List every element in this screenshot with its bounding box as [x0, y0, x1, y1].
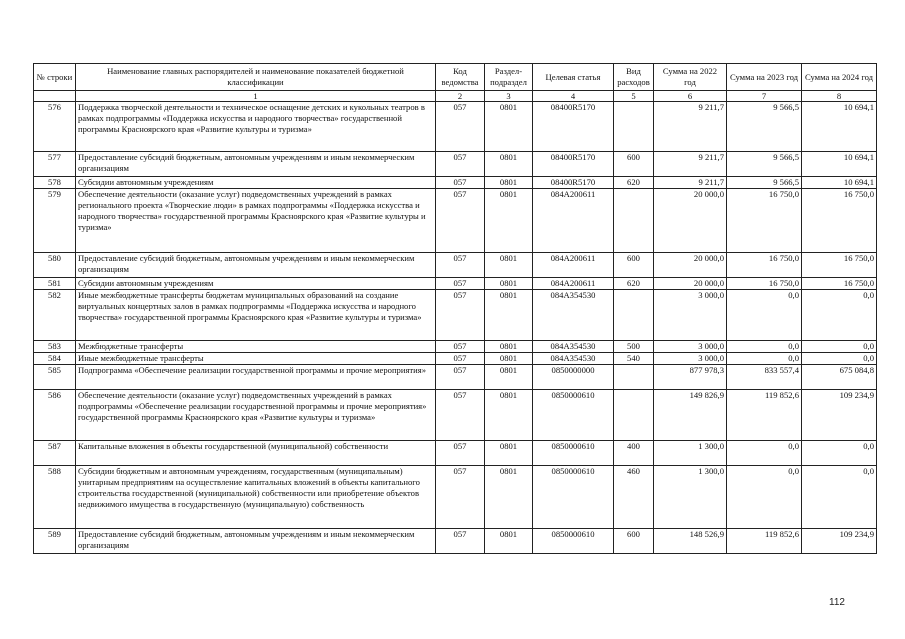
amount-2023: 0,0: [727, 353, 802, 365]
row-number: 581: [34, 278, 76, 290]
amount-2023: 9 566,5: [727, 177, 802, 189]
amount-2023: 0,0: [727, 466, 802, 529]
section-code: 0801: [485, 102, 533, 152]
page-number: 112: [829, 597, 845, 608]
row-number: 583: [34, 341, 76, 353]
expense-type: 600: [614, 152, 654, 177]
section-code: 0801: [485, 152, 533, 177]
department-code: 057: [436, 152, 485, 177]
amount-2022: 9 211,7: [654, 152, 727, 177]
table-row: [34, 466, 877, 529]
amount-2022: 9 211,7: [654, 177, 727, 189]
amount-2024: 0,0: [802, 441, 877, 466]
header-cell: Сумма на 2023 год: [727, 64, 802, 91]
amount-2022: 20 000,0: [654, 253, 727, 278]
indicator-name: Предоставление субсидий бюджетным, автономным учреждениям и иным некоммерческим организациям: [76, 529, 436, 554]
department-code: 057: [436, 278, 485, 290]
target-item: 084А200611: [533, 189, 614, 253]
row-number: 586: [34, 390, 76, 441]
amount-2024: 0,0: [802, 290, 877, 341]
indicator-name: Субсидии автономным учреждениям: [76, 278, 436, 290]
column-number: 6: [654, 91, 727, 102]
header-cell: Раздел-подраздел: [485, 64, 533, 91]
section-code: 0801: [485, 290, 533, 341]
amount-2024: 675 084,8: [802, 365, 877, 390]
department-code: 057: [436, 441, 485, 466]
row-number: 580: [34, 253, 76, 278]
column-number: 7: [727, 91, 802, 102]
row-number: 588: [34, 466, 76, 529]
expense-type: 540: [614, 353, 654, 365]
header-cell: Сумма на 2024 год: [802, 64, 877, 91]
amount-2022: 1 300,0: [654, 441, 727, 466]
table-row: [34, 253, 877, 278]
amount-2022: 3 000,0: [654, 353, 727, 365]
amount-2022: 20 000,0: [654, 189, 727, 253]
target-item: 084А354530: [533, 341, 614, 353]
amount-2023: 0,0: [727, 341, 802, 353]
amount-2022: 149 826,9: [654, 390, 727, 441]
amount-2022: 1 300,0: [654, 466, 727, 529]
row-number: 589: [34, 529, 76, 554]
table-row: [34, 441, 877, 466]
indicator-name: Поддержка творческой деятельности и техническое оснащение детских и кукольных театров в рамках подпрограммы «Поддержка искусства и народного творчества» государственной программы Красноярского края «Развитие культуры и туризма»: [76, 102, 436, 152]
table-row: [34, 278, 877, 290]
target-item: 0850000610: [533, 390, 614, 441]
department-code: 057: [436, 189, 485, 253]
header-cell: № строки: [34, 64, 76, 91]
department-code: 057: [436, 353, 485, 365]
target-item: 08400R5170: [533, 152, 614, 177]
amount-2024: 10 694,1: [802, 152, 877, 177]
amount-2023: 9 566,5: [727, 152, 802, 177]
amount-2023: 16 750,0: [727, 189, 802, 253]
target-item: 084А200611: [533, 278, 614, 290]
column-number: 8: [802, 91, 877, 102]
amount-2024: 10 694,1: [802, 102, 877, 152]
indicator-name: Подпрограмма «Обеспечение реализации государственной программы и прочие мероприятия»: [76, 365, 436, 390]
expense-type: 500: [614, 341, 654, 353]
indicator-name: Предоставление субсидий бюджетным, автономным учреждениям и иным некоммерческим организациям: [76, 253, 436, 278]
section-code: 0801: [485, 278, 533, 290]
expense-type: [614, 365, 654, 390]
department-code: 057: [436, 365, 485, 390]
row-number: 578: [34, 177, 76, 189]
table-row: [34, 152, 877, 177]
amount-2022: 20 000,0: [654, 278, 727, 290]
expense-type: 620: [614, 278, 654, 290]
row-number: 579: [34, 189, 76, 253]
column-number: 3: [485, 91, 533, 102]
row-number: 576: [34, 102, 76, 152]
target-item: 0850000610: [533, 441, 614, 466]
table-row: [34, 365, 877, 390]
row-number: 582: [34, 290, 76, 341]
section-code: 0801: [485, 390, 533, 441]
table-row: [34, 353, 877, 365]
expense-type: [614, 189, 654, 253]
expense-type: 400: [614, 441, 654, 466]
amount-2024: 0,0: [802, 353, 877, 365]
department-code: 057: [436, 290, 485, 341]
amount-2024: 0,0: [802, 341, 877, 353]
target-item: 08400R5170: [533, 102, 614, 152]
amount-2023: 16 750,0: [727, 278, 802, 290]
amount-2023: 0,0: [727, 441, 802, 466]
amount-2023: 9 566,5: [727, 102, 802, 152]
column-number: 5: [614, 91, 654, 102]
amount-2023: 0,0: [727, 290, 802, 341]
target-item: 08400R5170: [533, 177, 614, 189]
column-number: 1: [76, 91, 436, 102]
expense-type: [614, 390, 654, 441]
indicator-name: Субсидии автономным учреждениям: [76, 177, 436, 189]
target-item: 084А354530: [533, 290, 614, 341]
department-code: 057: [436, 390, 485, 441]
amount-2023: 119 852,6: [727, 529, 802, 554]
indicator-name: Иные межбюджетные трансферты бюджетам муниципальных образований на создание виртуальных концертных залов в рамках подпрограммы «Поддержка искусства и народного творчества» государственной программы Красноярского края «Развитие культуры и туризма»: [76, 290, 436, 341]
department-code: 057: [436, 253, 485, 278]
section-code: 0801: [485, 466, 533, 529]
indicator-name: Межбюджетные трансферты: [76, 341, 436, 353]
department-code: 057: [436, 341, 485, 353]
row-number: 584: [34, 353, 76, 365]
department-code: 057: [436, 102, 485, 152]
column-number: [34, 91, 76, 102]
amount-2022: 877 978,3: [654, 365, 727, 390]
header-cell: Целевая статья: [533, 64, 614, 91]
table-row: [34, 390, 877, 441]
amount-2022: 148 526,9: [654, 529, 727, 554]
target-item: 0850000610: [533, 466, 614, 529]
table-row: [34, 189, 877, 253]
table-row: [34, 177, 877, 189]
target-item: 0850000000: [533, 365, 614, 390]
expense-type: 460: [614, 466, 654, 529]
section-code: 0801: [485, 177, 533, 189]
department-code: 057: [436, 529, 485, 554]
section-code: 0801: [485, 365, 533, 390]
table-row: [34, 290, 877, 341]
amount-2024: 109 234,9: [802, 529, 877, 554]
table-row: [34, 529, 877, 554]
amount-2024: 109 234,9: [802, 390, 877, 441]
amount-2024: 0,0: [802, 466, 877, 529]
expense-type: 600: [614, 529, 654, 554]
section-code: 0801: [485, 341, 533, 353]
amount-2024: 16 750,0: [802, 189, 877, 253]
indicator-name: Капитальные вложения в объекты государственной (муниципальной) собственности: [76, 441, 436, 466]
column-number-row: [34, 91, 877, 102]
target-item: 084А200611: [533, 253, 614, 278]
header-cell: Сумма на 2022 год: [654, 64, 727, 91]
amount-2022: 9 211,7: [654, 102, 727, 152]
header-row: [34, 64, 877, 91]
section-code: 0801: [485, 353, 533, 365]
target-item: 084А354530: [533, 353, 614, 365]
row-number: 587: [34, 441, 76, 466]
expense-type: [614, 290, 654, 341]
expense-type: 600: [614, 253, 654, 278]
section-code: 0801: [485, 441, 533, 466]
amount-2023: 833 557,4: [727, 365, 802, 390]
amount-2023: 16 750,0: [727, 253, 802, 278]
indicator-name: Предоставление субсидий бюджетным, автономным учреждениям и иным некоммерческим организациям: [76, 152, 436, 177]
section-code: 0801: [485, 189, 533, 253]
target-item: 0850000610: [533, 529, 614, 554]
amount-2022: 3 000,0: [654, 341, 727, 353]
expense-type: [614, 102, 654, 152]
department-code: 057: [436, 466, 485, 529]
amount-2023: 119 852,6: [727, 390, 802, 441]
row-number: 585: [34, 365, 76, 390]
budget-table: [33, 63, 877, 554]
header-cell: Вид расходов: [614, 64, 654, 91]
amount-2022: 3 000,0: [654, 290, 727, 341]
indicator-name: Обеспечение деятельности (оказание услуг) подведомственных учреждений в рамках регионального проекта «Творческие люди» в рамках подпрограммы «Поддержка искусства и народного творчества» государственной программы Красноярского края «Развитие культуры и туризма»: [76, 189, 436, 253]
row-number: 577: [34, 152, 76, 177]
indicator-name: Субсидии бюджетным и автономным учреждениям, государственным (муниципальным) унитарным предприятиям на осуществление капитальных вложений в объекты капитального строительства государственной (муниципальной) собственности или приобретение объектов недвижимого имущества в государственную (муниципальную) собственность: [76, 466, 436, 529]
column-number: 2: [436, 91, 485, 102]
table-row: [34, 341, 877, 353]
indicator-name: Иные межбюджетные трансферты: [76, 353, 436, 365]
amount-2024: 16 750,0: [802, 253, 877, 278]
indicator-name: Обеспечение деятельности (оказание услуг) подведомственных учреждений в рамках подпрограммы «Обеспечение реализации государственной программы и прочие мероприятия» государственной программы Красноярского края «Развитие культуры и туризма»: [76, 390, 436, 441]
amount-2024: 16 750,0: [802, 278, 877, 290]
header-cell: Наименование главных распорядителей и наименование показателей бюджетной классификации: [76, 64, 436, 91]
table-row: [34, 102, 877, 152]
section-code: 0801: [485, 529, 533, 554]
expense-type: 620: [614, 177, 654, 189]
department-code: 057: [436, 177, 485, 189]
section-code: 0801: [485, 253, 533, 278]
column-number: 4: [533, 91, 614, 102]
header-cell: Код ведомства: [436, 64, 485, 91]
amount-2024: 10 694,1: [802, 177, 877, 189]
